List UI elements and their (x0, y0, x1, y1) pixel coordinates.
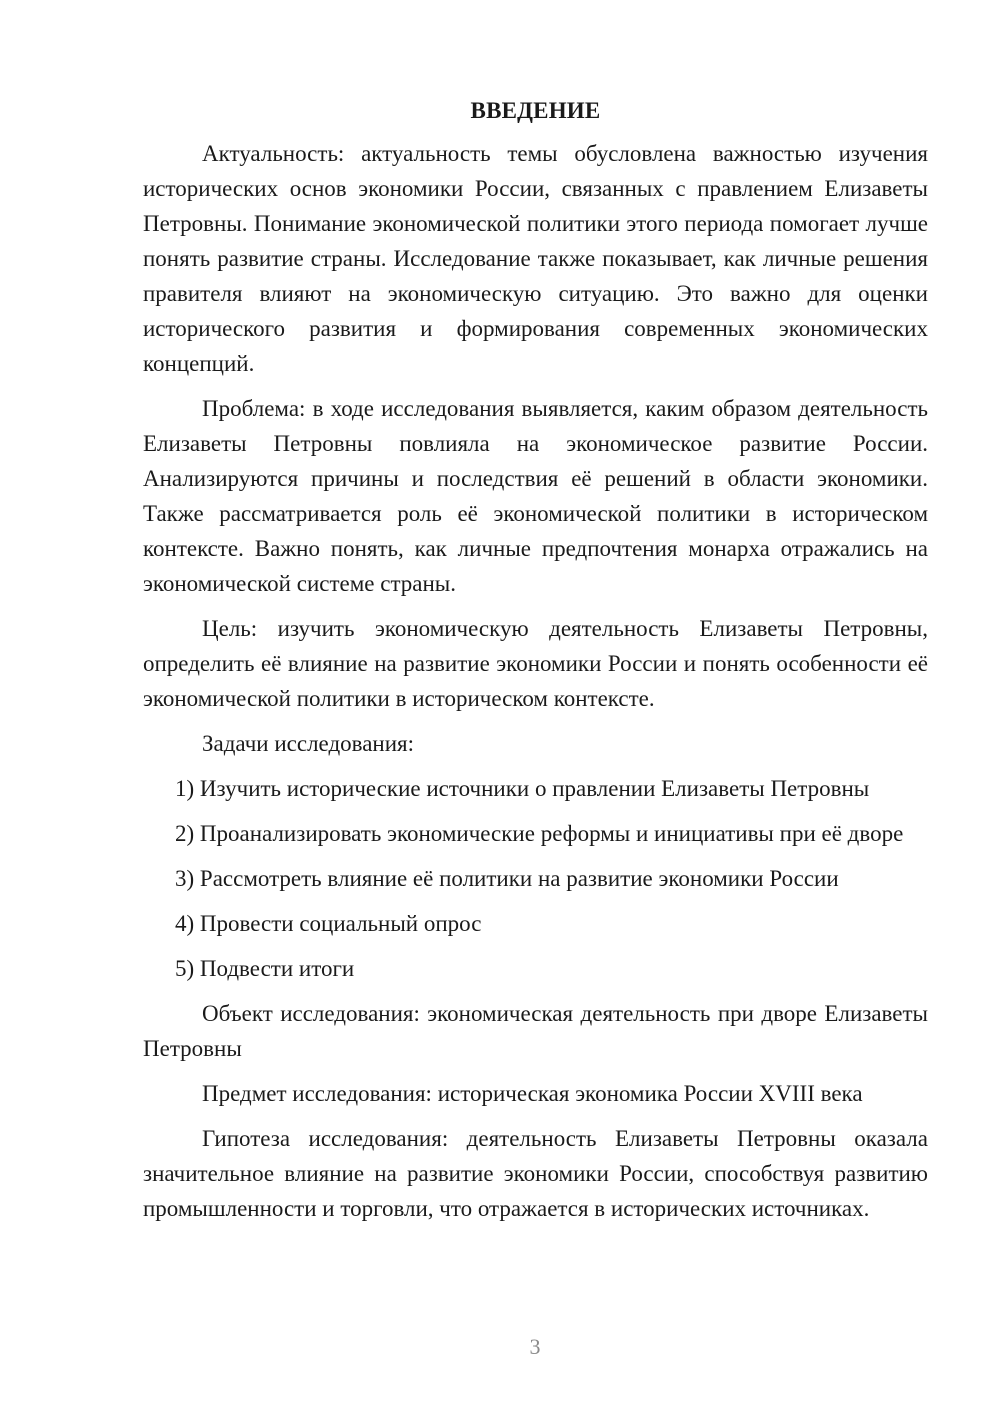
task-item: 1) Изучить исторические источники о правлении Елизаветы Петровны (175, 776, 870, 801)
task-item: 5) Подвести итоги (175, 956, 355, 981)
page-number: 3 (529, 1334, 541, 1359)
goal-paragraph: Цель: изучить экономическую деятельность Елизаветы Петровны, определить её влияние на развитие экономики России и понять особенности её экономической политики в историческом контексте. (143, 616, 928, 711)
tasks-heading: Задачи исследования: (202, 731, 415, 756)
subject-paragraph: Предмет исследования: историческая экономика России XVIII века (202, 1081, 863, 1106)
object-paragraph: Объект исследования: экономическая деятельность при дворе Елизаветы Петровны (143, 1001, 928, 1061)
page-content (143, 93, 928, 1236)
section-title: ВВЕДЕНИЕ (470, 98, 601, 123)
problem-paragraph: Проблема: в ходе исследования выявляется, каким образом деятельность Елизаветы Петровны повлияла на экономическое развитие России. Анализируются причины и последствия её решений в области экономики. Также рассматривается роль её экономической политики в историческом контексте. Важно понять, как личные предпочтения монарха отражались на экономической системе страны. (143, 396, 928, 596)
task-item: 4) Провести социальный опрос (175, 911, 482, 936)
task-item: 2) Проанализировать экономические реформы и инициативы при её дворе (175, 821, 904, 846)
hypothesis-paragraph: Гипотеза исследования: деятельность Елизаветы Петровны оказала значительное влияние на развитие экономики России, способствуя развитию промышленности и торговли, что отражается в исторических источниках. (143, 1126, 928, 1221)
task-item: 3) Рассмотреть влияние её политики на развитие экономики России (175, 866, 839, 891)
relevance-paragraph: Актуальность: актуальность темы обусловлена важностью изучения исторических основ экономики России, связанных с правлением Елизаветы Петровны. Понимание экономической политики этого периода помогает лучше понять развитие страны. Исследование также показывает, как личные решения правителя влияют на экономическую ситуацию. Это важно для оценки исторического развития и формирования современных экономических концепций. (143, 141, 928, 376)
